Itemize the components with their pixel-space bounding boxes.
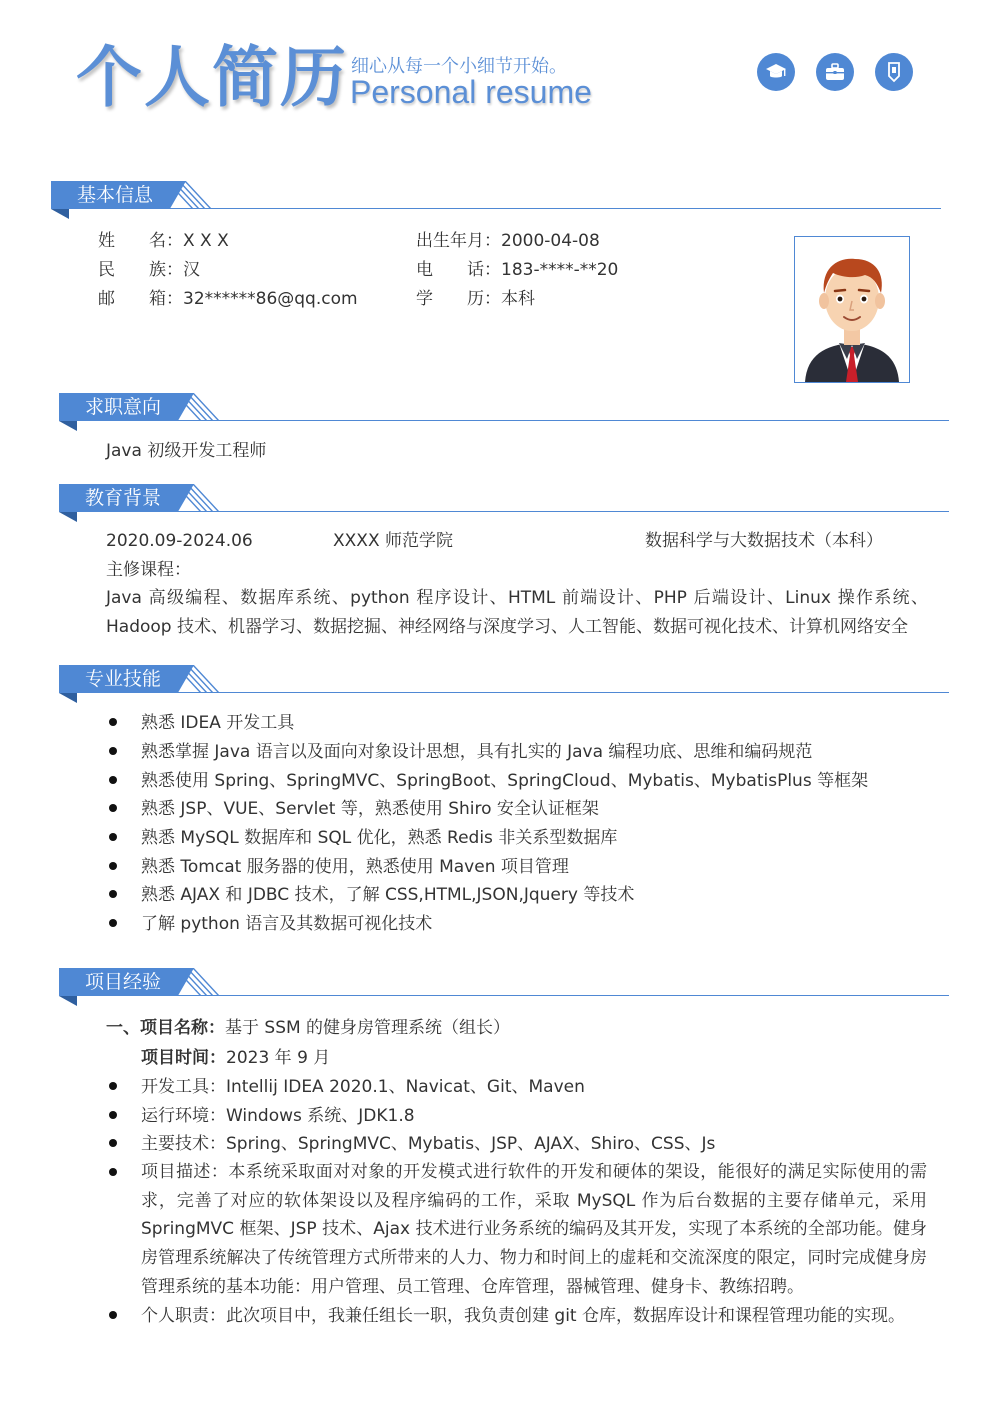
skill-item: 熟悉 JSP、VUE、Servlet 等，熟悉使用 Shiro 安全认证框架: [141, 799, 599, 819]
section-divider: [59, 420, 949, 421]
section-basic-info: 基本信息: [51, 181, 211, 209]
bullet-icon: [109, 919, 117, 927]
resume-title: 个人简历: [76, 39, 348, 116]
project-name: 一、项目名称：基于 SSM 的健身房管理系统（组长）: [106, 1018, 511, 1038]
section-divider: [59, 995, 949, 996]
name-row: 姓 名：X X X: [98, 231, 229, 251]
skill-item: 熟悉 Tomcat 服务器的使用，熟悉使用 Maven 项目管理: [141, 857, 569, 877]
bullet-icon: [109, 1082, 117, 1090]
graduation-cap-icon: [757, 53, 795, 91]
skill-item: 熟悉 AJAX 和 JDBC 技术，了解 CSS,HTML,JSON,Jquery 等技术: [141, 885, 635, 905]
section-divider: [51, 208, 941, 209]
phone-row: 电 话：183-****-**20: [416, 260, 619, 280]
section-objective: 求职意向: [59, 393, 219, 421]
bullet-icon: [109, 747, 117, 755]
section-divider: [59, 511, 949, 512]
project-tech: 主要技术：Spring、SpringMVC、Mybatis、JSP、AJAX、Shiro、CSS、Js: [141, 1134, 716, 1154]
avatar: [794, 236, 910, 383]
bullet-icon: [109, 718, 117, 726]
objective-text: Java 初级开发工程师: [106, 441, 267, 461]
skill-item: 熟悉 MySQL 数据库和 SQL 优化，熟悉 Redis 非关系型数据库: [141, 828, 618, 848]
skill-item: 熟悉使用 Spring、SpringMVC、SpringBoot、SpringCloud、Mybatis、MybatisPlus 等框架: [141, 771, 869, 791]
degree-row: 学 历：本科: [416, 289, 535, 309]
skill-item: 熟悉掌握 Java 语言以及面向对象设计思想，具有扎实的 Java 编程功底、思维和编码规范: [141, 742, 813, 762]
birth-row: 出生年月：2000-04-08: [416, 231, 600, 251]
project-description: 项目描述：本系统采取面对对象的开发模式进行软件的开发和硬体的架设，能很好的满足实际使用的需求，完善了对应的软体架设以及程序编码的工作，采取 MySQL 作为后台数据的主要存储单元，采用 SpringMVC 框架、JSP 技术、Ajax 技术进行业务系统的编码及其开发，实现了本系统的全部功能。健身房管理系统解决了传统管理方式所带来的人力、物力和时间上的虚耗和交流深度的限定，同时完成健身房管理系统的基本功能：用户管理、员工管理、仓库管理，器械管理、健身卡、教练招聘。: [141, 1162, 927, 1297]
ethnic-row: 民 族：汉: [98, 260, 200, 280]
resume-subtitle: Personal resume: [350, 74, 592, 110]
section-divider: [59, 692, 949, 693]
project-time: 项目时间：2023 年 9 月: [141, 1048, 331, 1068]
education-major: 数据科学与大数据技术（本科）: [645, 531, 883, 551]
bullet-icon: [109, 862, 117, 870]
project-duty: 个人职责：此次项目中，我兼任组长一职，我负责创建 git 仓库，数据库设计和课程管理功能的实现。: [141, 1306, 905, 1326]
bullet-icon: [109, 1168, 117, 1176]
section-skills: 专业技能: [59, 665, 219, 693]
resume-slogan: 细心从每一个小细节开始。: [351, 56, 567, 77]
bullet-icon: [109, 833, 117, 841]
skill-item: 熟悉 IDEA 开发工具: [141, 713, 295, 733]
courses-label: 主修课程：: [106, 560, 191, 580]
bullet-icon: [109, 1311, 117, 1319]
bullet-icon: [109, 890, 117, 898]
email-row: 邮 箱：32******86@qq.com: [98, 289, 358, 309]
badge-icon: [875, 53, 913, 91]
project-env: 运行环境：Windows 系统、JDK1.8: [141, 1106, 415, 1126]
section-projects: 项目经验: [59, 968, 219, 996]
briefcase-icon: [816, 53, 854, 91]
courses-text: Java 高级编程、数据库系统、python 程序设计、HTML 前端设计、PHP 后端设计、Linux 操作系统、Hadoop 技术、机器学习、数据挖掘、神经网络与深度学习、人工智能、数据可视化技术、计算机网络安全: [106, 588, 928, 637]
bullet-icon: [109, 1139, 117, 1147]
education-period: 2020.09-2024.06: [106, 531, 253, 551]
project-tools: 开发工具：Intellij IDEA 2020.1、Navicat、Git、Maven: [141, 1077, 585, 1097]
bullet-icon: [109, 1111, 117, 1119]
section-education: 教育背景: [59, 484, 219, 512]
bullet-icon: [109, 776, 117, 784]
education-school: XXXX 师范学院: [333, 531, 453, 551]
bullet-icon: [109, 804, 117, 812]
skill-item: 了解 python 语言及其数据可视化技术: [141, 914, 433, 934]
